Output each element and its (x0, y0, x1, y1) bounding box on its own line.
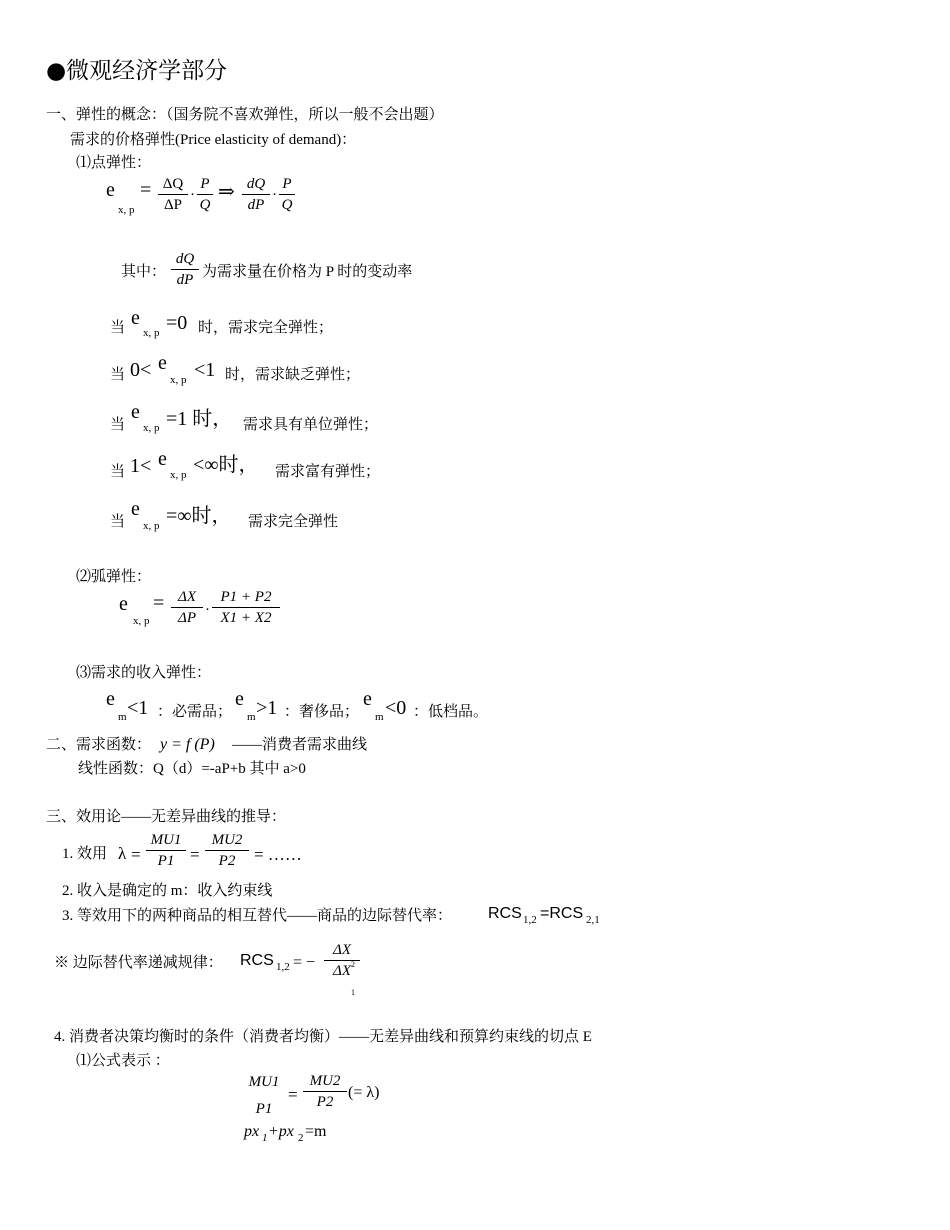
condition-prefix: 0< (130, 359, 152, 381)
section-2-title: 二、需求函数： (46, 737, 152, 753)
numerator: P1 + P2 (220, 589, 272, 605)
e-symbol: e (235, 688, 244, 710)
page-heading: ●微观经济学部分 (46, 58, 228, 84)
e-symbol: e (131, 307, 140, 329)
sum-fraction (212, 590, 280, 626)
condition-value: <1 (194, 359, 216, 381)
derivative-fraction (242, 177, 270, 213)
numerator: MU1 (248, 1074, 280, 1090)
xp-subscript: x, p (143, 520, 160, 532)
equals-sign: = (190, 845, 200, 864)
demand-function-formula: y = f (P) (160, 736, 215, 753)
e-symbol: e (119, 593, 128, 615)
point-elasticity-label: ⑴点弹性： (76, 155, 152, 171)
dot-operator: · (190, 187, 195, 203)
dang-label: 当 (110, 320, 126, 336)
e-symbol: e (131, 401, 140, 423)
income-text: ：必需品； (157, 704, 233, 720)
rcs-equals: =RCS (540, 905, 584, 922)
subscript-2: 2 (298, 1132, 304, 1144)
denominator: ΔX (333, 963, 351, 979)
denominator: X1 + X2 (220, 610, 272, 626)
dang-label: 当 (110, 417, 126, 433)
lambda-paren: (= λ) (348, 1084, 380, 1101)
where-description: 为需求量在价格为 P 时的变动率 (202, 264, 413, 280)
dot-operator: · (272, 187, 277, 203)
section-1-title: 一、弹性的概念：（国务院不喜欢弹性，所以一般不会出题） (46, 107, 444, 123)
numerator: ΔQ (162, 176, 184, 192)
dang-label: 当 (110, 514, 126, 530)
item-text: 3. 等效用下的两种商品的相互替代——商品的边际替代率： (62, 908, 453, 924)
lambda-symbol: λ (118, 844, 127, 863)
xp-subscript: x, p (143, 327, 160, 339)
income-elasticity-label: ⑶需求的收入弹性： (76, 665, 212, 681)
income-text: ：低档品。 (413, 704, 489, 720)
numerator: P (282, 176, 292, 192)
ellipsis: = …… (254, 845, 302, 864)
numerator: MU2 (309, 1073, 341, 1089)
denominator: dP (247, 197, 265, 213)
utility-item-2: 2. 收入是确定的 m：收入约束线 (62, 883, 273, 899)
p-over-q-fraction (279, 177, 295, 213)
denominator: P2 (218, 853, 236, 869)
condition-text: 时，需求缺乏弹性； (225, 367, 361, 383)
e-symbol: e (158, 448, 167, 470)
rcs-subscript: 2,1 (586, 914, 600, 926)
condition-value: =0 (166, 312, 188, 334)
numerator: dQ (246, 176, 266, 192)
denominator: P1 (255, 1101, 273, 1117)
condition-value: =1 时， (166, 408, 233, 430)
p-over-q-fraction (197, 177, 213, 213)
xp-subscript: x, p (170, 469, 187, 481)
where-fraction (171, 252, 199, 288)
denominator: ΔP (178, 610, 196, 626)
dot-operator: · (205, 602, 210, 618)
equals-sign: = (140, 179, 152, 201)
rcs-subscript: 1,2 (276, 961, 290, 973)
equals-sign: = (153, 592, 165, 614)
subscript-1: 1 (262, 1132, 268, 1144)
item-label: 1. 效用 (62, 846, 108, 862)
linear-function: 线性函数：Q（d）=-aP+b 其中 a>0 (78, 761, 306, 777)
rcs-subscript: 1,2 (523, 914, 537, 926)
income-value: >1 (256, 697, 278, 719)
denominator: Q (199, 197, 211, 213)
income-value: <0 (385, 697, 407, 719)
m-subscript: m (118, 711, 127, 723)
xp-subscript: x, p (118, 204, 135, 216)
mu1-fraction (244, 1075, 284, 1117)
denominator: P2 (316, 1094, 334, 1110)
xp-subscript: x, p (170, 374, 187, 386)
equals-sign: = (288, 1085, 298, 1104)
e-symbol: e (106, 179, 115, 201)
condition-value: =∞时， (166, 505, 232, 527)
rcs-label: RCS (240, 952, 274, 969)
denominator: Q (281, 197, 293, 213)
xp-subscript: x, p (133, 615, 150, 627)
numerator: ΔX (333, 942, 351, 958)
numerator: MU1 (150, 832, 182, 848)
numerator: dQ (175, 251, 195, 267)
rcs-label: RCS (488, 905, 522, 922)
m-subscript: m (375, 711, 384, 723)
subscript-1: 1 (351, 988, 355, 997)
mu1-fraction (146, 833, 186, 869)
formula-label: ⑴公式表示 ： (76, 1053, 170, 1069)
xp-subscript: x, p (143, 422, 160, 434)
m-subscript: m (247, 711, 256, 723)
budget-term: +px (268, 1123, 294, 1140)
condition-text: 需求富有弹性； (275, 464, 381, 480)
denominator: P1 (157, 853, 175, 869)
note-text: ※ 边际替代率递减规律： (54, 955, 223, 971)
condition-value: <∞时， (193, 454, 259, 476)
numerator: P (200, 176, 210, 192)
utility-item-4: 4. 消费者决策均衡时的条件（消费者均衡）——无差异曲线和预算约束线的切点 E (54, 1029, 592, 1045)
denominator: dP (176, 272, 194, 288)
delta-fraction (158, 177, 188, 213)
mu2-fraction (205, 833, 249, 869)
condition-text: 时，需求完全弹性； (198, 320, 334, 336)
implies-arrow: ⇒ (218, 181, 235, 203)
condition-text: 需求完全弹性 (248, 514, 339, 530)
condition-prefix: 1< (130, 455, 152, 477)
dang-label: 当 (110, 367, 126, 383)
budget-tail: =m (305, 1123, 327, 1140)
income-text: ：奢侈品； (284, 704, 360, 720)
budget-term: px (244, 1123, 260, 1140)
e-symbol: e (158, 352, 167, 374)
equals-sign: = (131, 845, 141, 864)
price-elasticity-subtitle: 需求的价格弹性(Price elasticity of demand)： (70, 132, 357, 148)
where-label: 其中： (121, 264, 167, 280)
e-symbol: e (131, 498, 140, 520)
e-symbol: e (363, 688, 372, 710)
income-value: <1 (127, 697, 149, 719)
dang-label: 当 (110, 464, 126, 480)
e-symbol: e (106, 688, 115, 710)
subscript-2: 2 (351, 960, 355, 969)
negative-equals: = − (293, 954, 316, 971)
arc-elasticity-label: ⑵弧弹性： (76, 569, 152, 585)
denominator: ΔP (164, 197, 182, 213)
numerator: ΔX (178, 589, 196, 605)
condition-text: 需求具有单位弹性； (243, 417, 379, 433)
mu2-fraction (303, 1074, 347, 1110)
section-3-title: 三、效用论——无差异曲线的推导： (46, 809, 287, 825)
delta-fraction (171, 590, 203, 626)
numerator: MU2 (211, 832, 243, 848)
section-2-title-tail: ——消费者需求曲线 (232, 737, 368, 753)
